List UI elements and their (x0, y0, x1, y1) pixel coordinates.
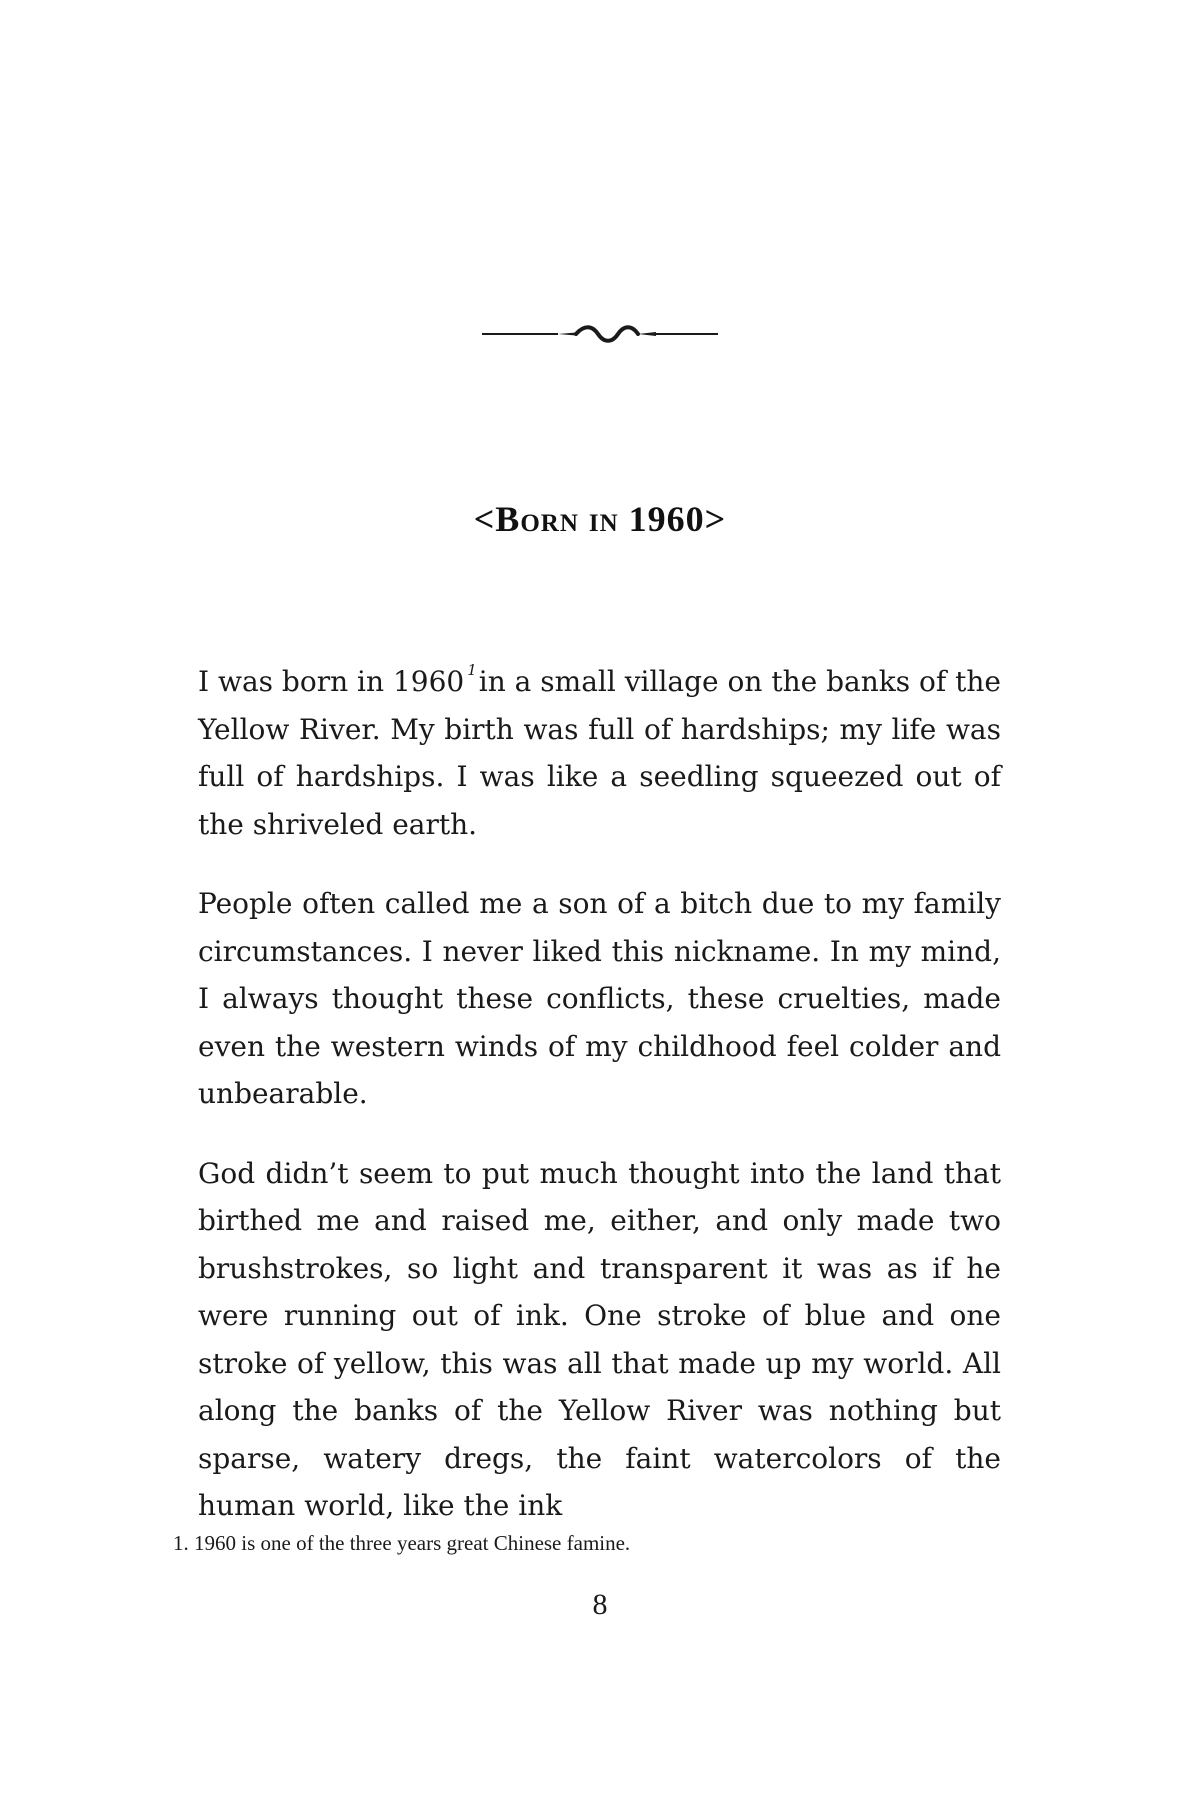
paragraph-3: God didn’t seem to put much thought into the land that birthed me and raised me, either, and only made two brushstrokes, so light and transparent it was as if he were running out of ink. One stroke of blue and one stroke of yellow, this was all that made up my world. All along the banks of the Yellow River was nothing but sparse, watery dregs, the faint watercolors of the human world, like the ink (198, 1156, 1001, 1522)
paragraph-1-start: I was born in 1960 (198, 665, 465, 698)
paragraph-1 (198, 658, 1001, 848)
page-number: 8 (592, 1588, 608, 1621)
footnote-reference: 1 (467, 661, 477, 679)
paragraph-1-rest: in a small village on the banks of the Yellow River. My birth was full of hardships; my life was full of hardships. I was like a seedling squeezed out of the shriveled earth. (198, 665, 1001, 841)
paragraph-2: People often called me a son of a bitch due to my family circumstances. I never liked this nickname. In my mind, I always thought these conflicts, these cruelties, made even the western winds of my childhood feel colder and unbearable. (198, 887, 1001, 1110)
footnote: 1. 1960 is one of the three years great Chinese famine. (173, 1531, 631, 1555)
flourish-divider-icon (480, 322, 720, 346)
body-text (198, 658, 1001, 1562)
chapter-title: <Born in 1960> (473, 499, 727, 539)
